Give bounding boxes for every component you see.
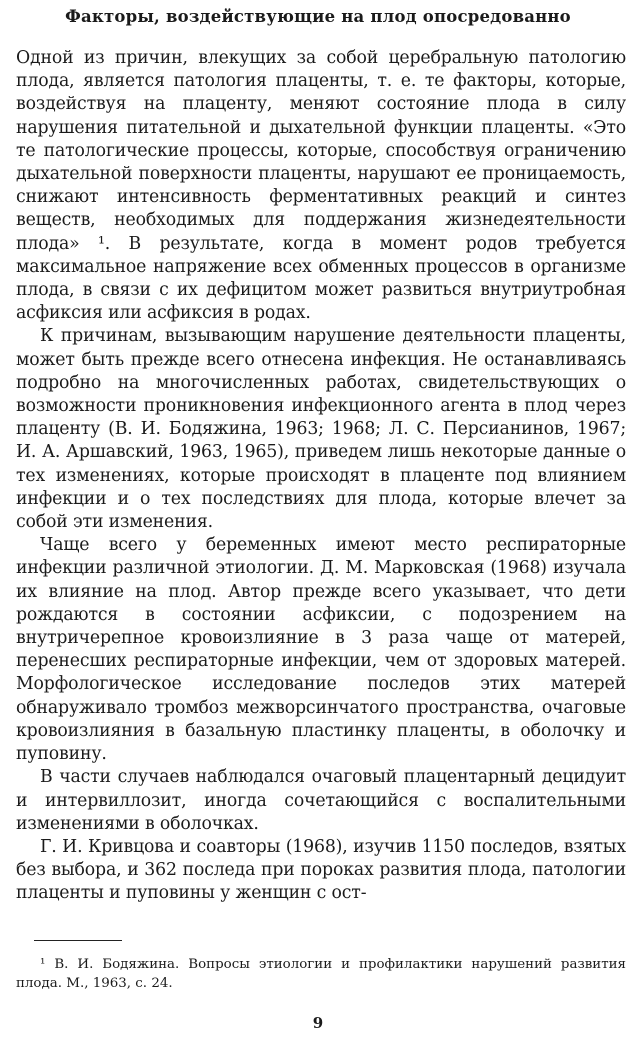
section-heading: Факторы, воздействующие на плод опосредованно xyxy=(65,7,571,26)
footnote-divider xyxy=(34,940,122,941)
footnote-text: ¹ В. И. Бодяжина. Вопросы этиологии и профилактики нарушений развития плода. М., 1963, с. 24. xyxy=(16,957,626,991)
page-number: 9 xyxy=(312,1014,324,1032)
paragraph-5: Г. И. Кривцова и соавторы (1968), изучив 1150 последов, взятых без выбора, и 362 последа при пороках развития плода, патологии плаценты и пуповины у женщин с ост- xyxy=(16,836,626,904)
paragraph-3: Чаще всего у беременных имеют место респираторные инфекции различной этиологии. Д. М. Марковская (1968) изучала их влияние на плод. Автор прежде всего указывает, что дети рождаются в состоянии асфиксии, с подозрением на внутричерепное кровоизлияние в 3 раза чаще от матерей, перенесших респираторные инфекции, чем от здоровых матерей. Морфологическое исследование последов этих матерей обнаруживало тромбоз межворсинчатого пространства, очаговые кровоизлияния в базальную пластинку плаценты, в оболочку и пуповину. xyxy=(16,535,626,765)
paragraph-1: Одной из причин, влекущих за собой церебральную патологию плода, является патология плаценты, т. е. те факторы, которые, воздействуя на плаценту, меняют состояние плода в силу нарушения питательной и дыхательной функции плаценты. «Это те патологические процессы, которые, способствуя ограничению дыхательной поверхности плаценты, нарушают ее проницаемость, снижают интенсивность ферментативных реакций и синтез веществ, необходимых для поддержания жизнедеятельности плода» ¹. В результате, когда в момент родов требуется максимальное напряжение всех обменных процессов в организме плода, в связи с их дефицитом может развиться внутриутробная асфиксия или асфиксия в родах. xyxy=(16,48,626,324)
body-text xyxy=(16,47,626,906)
paragraph-4: В части случаев наблюдался очаговый плацентарный децидуит и интервиллозит, иногда сочетающийся с воспалительными изменениями в оболочках. xyxy=(16,767,626,834)
paragraph-2: К причинам, вызывающим нарушение деятельности плаценты, может быть прежде всего отнесена инфекция. Не останавливаясь подробно на многочисленных работах, свидетельствующих о возможности проникновения инфекционного агента в плод через плаценту (В. И. Бодяжина, 1963; 1968; Л. С. Персианинов, 1967; И. А. Аршавский, 1963, 1965), приведем лишь некоторые данные о тех изменениях, которые происходят в плаценте под влиянием инфекции и о тех последствиях для плода, которые влечет за собой эти изменения. xyxy=(16,326,626,533)
footnote xyxy=(16,955,626,993)
